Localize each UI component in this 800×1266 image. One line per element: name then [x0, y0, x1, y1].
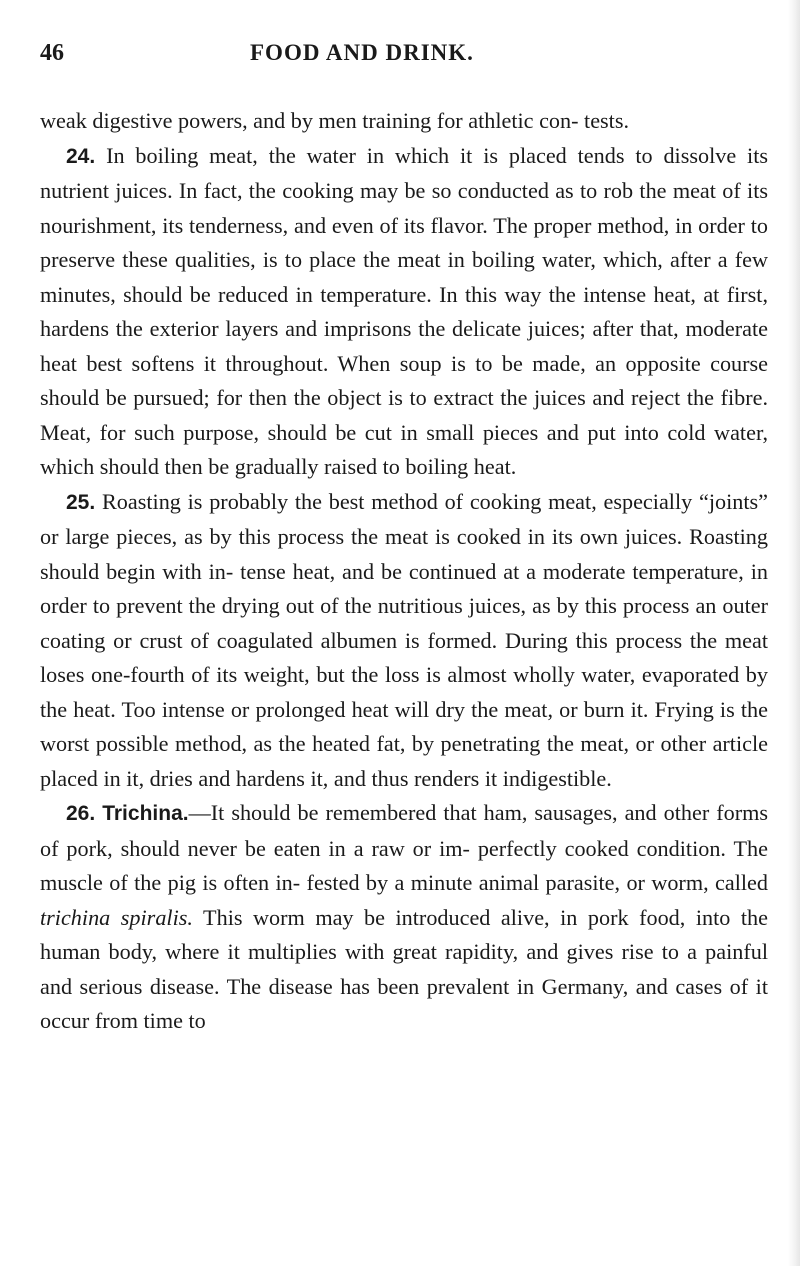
page-header [40, 40, 768, 74]
page-number: 46 [40, 40, 64, 66]
section-title: Trichina. [102, 802, 189, 825]
book-page [40, 40, 768, 1039]
italic-term: trichina spiralis. [40, 904, 193, 930]
paragraph-text: This worm may be introduced alive, in pork food, into the human body, where it multiplies with great rapidity, and gives rise to a painful and serious disease. The disease has been prevalent in Germany, and cases of it occur from time to [40, 904, 769, 1033]
page-edge-shadow [788, 0, 800, 1266]
paragraph-26 [40, 796, 768, 1039]
paragraph-text: —It should be remembered that ham, sausages, and other forms of pork, should never be eaten in a raw or im- perfectly cooked condition. The muscle of the pig is often in- fested by a minute animal parasite, or worm, called [40, 800, 768, 895]
section-number: 24. [66, 144, 96, 168]
section-number: 25. [66, 490, 96, 514]
section-number: 26. [66, 802, 96, 825]
paragraph-text: In boiling meat, the water in which it is placed tends to dissolve its nutrient juices. In fact, the cooking may be so conducted as to rob the meat of its nourishment, its tenderness, and even of its flavor. The proper method, in order to preserve these qualities, is to place the meat in boiling water, which, after a few minutes, should be reduced in temperature. In this way the intense heat, at first, hardens the exterior layers and imprisons the delicate juices; after that, moderate heat best softens it throughout. When soup is to be made, an opposite course should be pursued; for then the object is to extract the juices and reject the fibre. Meat, for such purpose, should be cut in small pieces and put into cold water, which should then be gradually raised to boiling heat. [40, 142, 769, 479]
paragraph-text: Roasting is probably the best method of cooking meat, especially “joints” or large pieces, as by this process the meat is cooked in its own juices. Roasting should begin with in- tense heat, and be continued at a moderate temperature, in order to prevent the drying out of the nutritious juices, as by this process an outer coating or crust of coagulated albumen is formed. During this process the meat loses one-fourth of its weight, but the loss is almost wholly water, evaporated by the heat. Too intense or prolonged heat will dry the meat, or burn it. Frying is the worst possible method, as the heated fat, by penetrating the meat, or other article placed in it, dries and hardens it, and thus renders it indigestible. [40, 488, 769, 791]
paragraph-continuation [40, 104, 768, 139]
paragraph-25 [40, 485, 768, 797]
paragraph-text: weak digestive powers, and by men training for athletic con- tests. [40, 108, 630, 133]
running-head: FOOD AND DRINK. [250, 40, 474, 65]
paragraph-24 [40, 139, 768, 485]
